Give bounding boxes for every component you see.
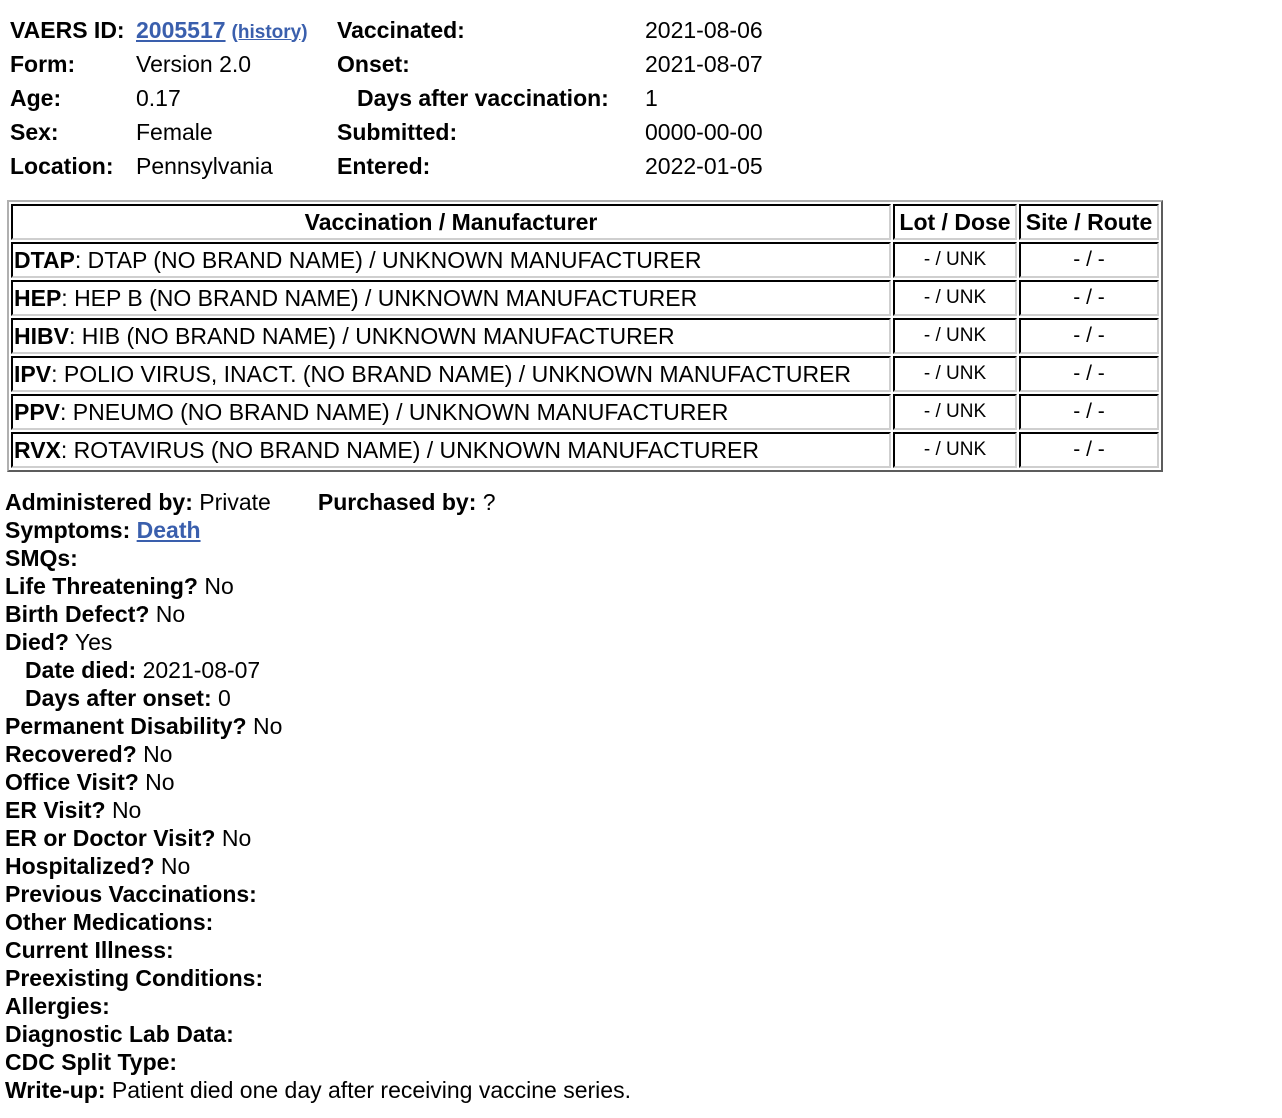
form-label: Form: [10,50,76,77]
current-illness-line [5,936,631,964]
sex-value: Female [136,118,213,145]
died-line [5,628,631,656]
days-after-onset-label: Days after onset: [25,685,212,711]
report-header [8,13,763,183]
site-route-header: Site / Route [1019,204,1159,240]
table-row [11,318,1159,354]
table-row [11,394,1159,430]
recovered-label: Recovered? [5,741,137,767]
table-row [11,280,1159,316]
header-row [8,47,763,81]
vaccination-table [7,200,1163,472]
site-route-cell: - / - [1019,432,1159,468]
diagnostic-lab-data-line [5,1020,631,1048]
vaccine-code: PPV [14,398,61,425]
date-died-label: Date died: [25,657,137,683]
sex-label: Sex: [10,118,59,145]
vaccinated-label: Vaccinated: [337,16,465,43]
vaccine-cell [11,356,891,392]
form-value: Version 2.0 [136,50,252,77]
previous-vaccinations-line [5,880,631,908]
days-after-onset-value: 0 [218,685,231,711]
administered-label: Administered by: [5,489,193,515]
date-died-line [5,656,631,684]
er-visit-value: No [111,797,142,823]
days-after-onset-line [5,684,631,712]
hospitalized-label: Hospitalized? [5,853,155,879]
lot-dose-cell: - / UNK [893,432,1017,468]
cdc-split-type-line [5,1048,631,1076]
site-route-cell: - / - [1019,318,1159,354]
table-row [11,242,1159,278]
lot-dose-cell: - / UNK [893,242,1017,278]
site-route-cell: - / - [1019,394,1159,430]
onset-value: 2021-08-07 [645,50,763,77]
vaccine-description: : ROTAVIRUS (NO BRAND NAME) / UNKNOWN MANUFACTURER [60,436,759,463]
diagnostic-lab-data-label: Diagnostic Lab Data: [5,1021,234,1047]
write-up-label: Write-up: [5,1077,106,1103]
vaccination-manufacturer-header: Vaccination / Manufacturer [11,204,891,240]
header-row [8,81,763,115]
other-medications-line [5,908,631,936]
symptom-death-link[interactable]: Death [136,517,201,543]
vaers-id-link[interactable]: 2005517 [136,16,226,43]
history-link[interactable]: (history) [231,21,308,43]
location-label: Location: [10,152,114,179]
vaers-id-cell [136,13,337,47]
hospitalized-line [5,852,631,880]
days-after-vaccination-value: 1 [645,84,658,111]
previous-vaccinations-label: Previous Vaccinations: [5,881,257,907]
life-threatening-label: Life Threatening? [5,573,198,599]
symptoms-line [5,516,631,544]
life-threatening-line [5,572,631,600]
vaccine-code: IPV [14,360,52,387]
birth-defect-value: No [155,601,186,627]
allergies-line [5,992,631,1020]
current-illness-label: Current Illness: [5,937,174,963]
days-after-vaccination-label: Days after vaccination: [357,84,609,111]
life-threatening-value: No [204,573,234,599]
table-row [11,432,1159,468]
administered-line [5,488,631,516]
vaccine-cell [11,318,891,354]
vaccine-cell [11,280,891,316]
site-route-cell: - / - [1019,242,1159,278]
vaccination-table-header [11,204,1159,240]
cdc-split-type-label: CDC Split Type: [5,1049,178,1075]
write-up-line [5,1076,631,1104]
vaccine-description: : POLIO VIRUS, INACT. (NO BRAND NAME) / UNKNOWN MANUFACTURER [51,360,852,387]
birth-defect-line [5,600,631,628]
vaccine-description: : HEP B (NO BRAND NAME) / UNKNOWN MANUFACTURER [61,284,698,311]
site-route-cell: - / - [1019,280,1159,316]
onset-label: Onset: [337,50,410,77]
birth-defect-label: Birth Defect? [5,601,150,627]
vaccinated-value: 2021-08-06 [645,16,763,43]
table-row [11,356,1159,392]
other-medications-label: Other Medications: [5,909,214,935]
died-value: Yes [74,629,113,655]
permanent-disability-label: Permanent Disability? [5,713,247,739]
smqs-label: SMQs: [5,545,78,571]
allergies-label: Allergies: [5,993,110,1019]
office-visit-label: Office Visit? [5,769,139,795]
age-label: Age: [10,84,62,111]
vaccine-description: : HIB (NO BRAND NAME) / UNKNOWN MANUFACTURER [68,322,675,349]
vaccine-code: HIBV [14,322,69,349]
preexisting-conditions-label: Preexisting Conditions: [5,965,264,991]
vaccine-description: : PNEUMO (NO BRAND NAME) / UNKNOWN MANUFACTURER [60,398,729,425]
vaccine-description: : DTAP (NO BRAND NAME) / UNKNOWN MANUFACTURER [74,246,702,273]
entered-label: Entered: [337,152,431,179]
permanent-disability-line [5,712,631,740]
er-doctor-visit-label: ER or Doctor Visit? [5,825,216,851]
lot-dose-cell: - / UNK [893,318,1017,354]
header-row [8,149,763,183]
er-visit-label: ER Visit? [5,797,106,823]
lot-dose-cell: - / UNK [893,280,1017,316]
purchased-value: ? [482,489,496,515]
submitted-value: 0000-00-00 [645,118,763,145]
vaccine-code: HEP [14,284,62,311]
office-visit-value: No [145,769,175,795]
died-label: Died? [5,629,69,655]
header-row [8,13,763,47]
lot-dose-cell: - / UNK [893,356,1017,392]
administered-value: Private [199,489,271,515]
er-doctor-visit-value: No [221,825,252,851]
site-route-cell: - / - [1019,356,1159,392]
vaccine-code: DTAP [14,246,75,273]
vaccine-cell [11,432,891,468]
purchased-label: Purchased by: [317,489,477,515]
hospitalized-value: No [160,853,191,879]
vaers-id-label: VAERS ID: [10,16,125,43]
vaccine-code: RVX [14,436,61,463]
recovered-line [5,740,631,768]
report-details [5,488,631,1104]
vaccine-cell [11,394,891,430]
permanent-disability-value: No [252,713,283,739]
recovered-value: No [143,741,173,767]
entered-value: 2022-01-05 [645,152,763,179]
er-visit-line [5,796,631,824]
lot-dose-header: Lot / Dose [893,204,1017,240]
write-up-text: Patient died one day after receiving vaccine series. [111,1077,631,1103]
symptoms-label: Symptoms: [5,517,131,543]
er-doctor-visit-line [5,824,631,852]
header-row [8,115,763,149]
smqs-line [5,544,631,572]
location-value: Pennsylvania [136,152,273,179]
lot-dose-cell: - / UNK [893,394,1017,430]
vaccine-cell [11,242,891,278]
age-value: 0.17 [136,84,181,111]
submitted-label: Submitted: [337,118,458,145]
office-visit-line [5,768,631,796]
date-died-value: 2021-08-07 [142,657,261,683]
preexisting-conditions-line [5,964,631,992]
